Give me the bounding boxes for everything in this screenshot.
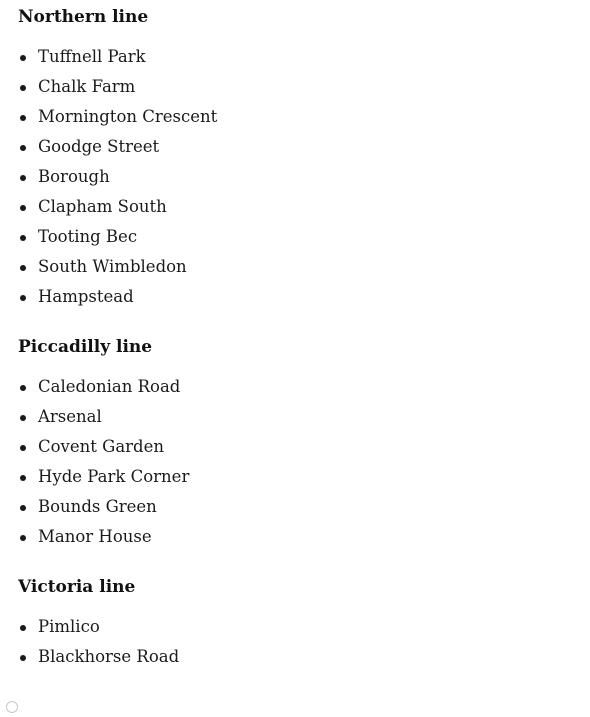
list-item — [18, 462, 578, 492]
list-item — [18, 282, 578, 312]
station-name: Hyde Park Corner — [38, 467, 190, 486]
bullet-icon — [20, 295, 26, 301]
list-item — [18, 252, 578, 282]
station-name: Goodge Street — [38, 137, 160, 156]
bullet-icon — [20, 235, 26, 241]
list-item — [18, 72, 578, 102]
station-name: Manor House — [38, 527, 152, 546]
section-northern-line — [18, 6, 578, 312]
station-name: Caledonian Road — [38, 377, 181, 396]
station-name: South Wimbledon — [38, 257, 187, 276]
station-list — [18, 42, 578, 312]
station-name: Covent Garden — [38, 437, 165, 456]
bullet-icon — [20, 205, 26, 211]
bullet-icon — [20, 265, 26, 271]
list-item — [18, 222, 578, 252]
section-title: Piccadilly line — [18, 337, 153, 357]
list-item — [18, 522, 578, 552]
station-name: Borough — [38, 167, 110, 186]
station-name: Blackhorse Road — [38, 647, 180, 666]
bullet-icon — [20, 145, 26, 151]
section-title: Victoria line — [18, 577, 136, 597]
station-name: Clapham South — [38, 197, 167, 216]
list-item — [18, 432, 578, 462]
list-item — [18, 612, 578, 642]
bullet-icon — [20, 505, 26, 511]
bullet-icon — [20, 55, 26, 61]
station-name: Arsenal — [38, 407, 102, 426]
watermark — [6, 701, 18, 713]
bullet-icon — [20, 85, 26, 91]
list-item — [18, 372, 578, 402]
list-item — [18, 402, 578, 432]
bullet-icon — [20, 655, 26, 661]
station-list — [18, 612, 578, 672]
document-body — [18, 0, 578, 696]
station-name: Mornington Crescent — [38, 107, 218, 126]
bullet-icon — [20, 475, 26, 481]
bullet-icon — [20, 415, 26, 421]
station-list — [18, 372, 578, 552]
station-name: Hampstead — [38, 287, 134, 306]
bullet-icon — [20, 535, 26, 541]
bullet-icon — [20, 385, 26, 391]
bullet-icon — [20, 625, 26, 631]
bullet-icon — [20, 115, 26, 121]
list-item — [18, 642, 578, 672]
bullet-icon — [20, 445, 26, 451]
station-name: Chalk Farm — [38, 77, 136, 96]
list-item — [18, 492, 578, 522]
list-item — [18, 192, 578, 222]
station-name: Bounds Green — [38, 497, 157, 516]
bullet-icon — [20, 175, 26, 181]
section-piccadilly-line — [18, 336, 578, 552]
station-name: Pimlico — [38, 617, 100, 636]
list-item — [18, 162, 578, 192]
section-victoria-line — [18, 576, 578, 672]
station-name: Tooting Bec — [38, 227, 138, 246]
camera-logo-icon — [6, 701, 18, 713]
list-item — [18, 102, 578, 132]
list-item — [18, 132, 578, 162]
section-title: Northern line — [18, 7, 149, 27]
station-name: Tuffnell Park — [38, 47, 146, 66]
list-item — [18, 42, 578, 72]
